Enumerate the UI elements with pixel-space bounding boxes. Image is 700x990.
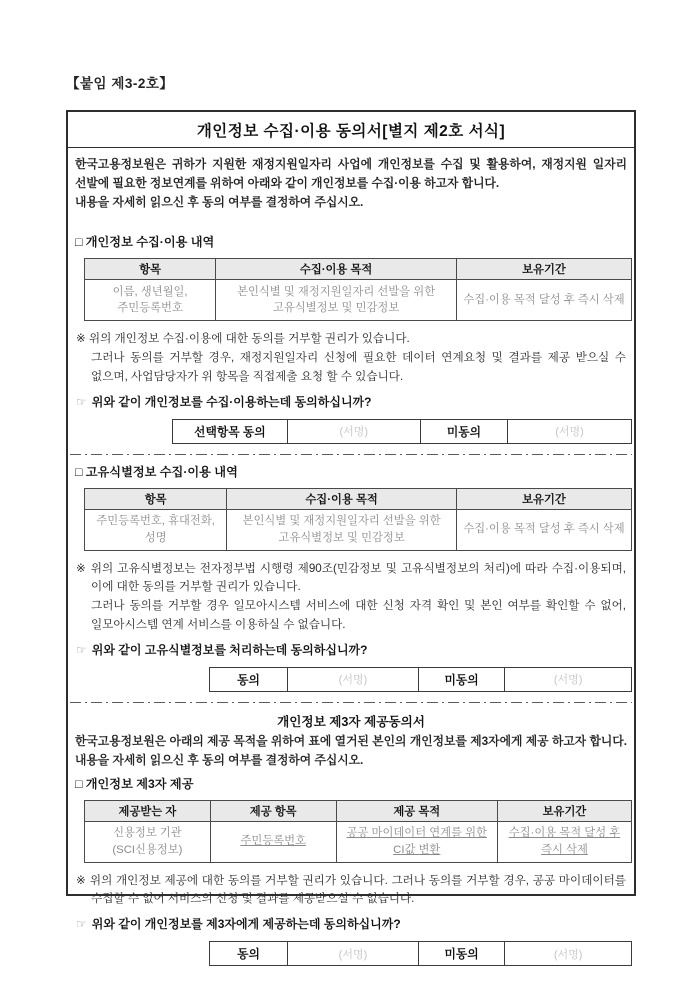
third-party-title: 개인정보 제3자 제공동의서 [277, 714, 425, 729]
column-header-recipient: 제공받는 자 [85, 800, 211, 821]
signature-row [210, 942, 632, 966]
unique-id-signature-table [209, 667, 632, 692]
section-heading-third-party: □ 개인정보 제3자 제공 [75, 776, 194, 791]
unique-id-consent-question [76, 641, 626, 658]
unique-id-note-1: ※ 위의 고유식별정보는 전자정부법 시행령 제90조(민감정보 및 고유식별정보의 처리)에 따라 수집·이용되며, 이에 대한 동의를 거부할 권리가 있습니다. [76, 561, 626, 594]
column-header-purpose: 제공 목적 [336, 800, 497, 821]
agree-label-cell: 동의 [210, 942, 288, 966]
disagree-signature-field[interactable]: (서명) [508, 419, 632, 443]
cell-purpose: 본인식별 및 재정지원일자리 선발을 위한 고유식별정보 및 민감정보 [227, 509, 457, 550]
cell-items: 주민등록번호, 휴대전화, 성명 [85, 509, 227, 550]
cell-purpose: 공공 마이데이터 연계를 위한 CI값 변환 [336, 821, 497, 862]
pointer-hand-icon: ☞ [76, 917, 87, 932]
cell-items: 이름, 생년월일, 주민등록번호 [85, 280, 216, 321]
unique-id-note-2: 그러나 동의를 거부할 경우 일모아시스템 서비스에 대한 신청 자격 확인 및 본인 여부를 확인할 수 없어, 일모아시스템 연계 서비스를 이용하실 수 없습니다. [91, 599, 626, 632]
agree-label-cell: 동의 [210, 667, 288, 691]
section-heading-collection: □ 개인정보 수집·이용 내역 [75, 235, 215, 250]
disagree-label-cell: 미동의 [418, 667, 505, 691]
table-row [85, 821, 632, 862]
table-header-row [85, 800, 632, 821]
signature-row [210, 667, 632, 691]
third-party-intro: 한국고용정보원은 아래의 제공 목적을 위하여 표에 열거된 본인의 개인정보를 제3자에게 제공 하고자 합니다. 내용을 자세히 읽으신 후 동의 여부를 결정하여 주십시오. [75, 733, 627, 767]
consent-question-text: 위와 같이 개인정보를 제3자에게 제공하는데 동의하십니까? [91, 917, 401, 932]
disagree-label-cell: 미동의 [420, 419, 507, 443]
third-party-signature-table [209, 941, 632, 966]
consent-question-text: 위와 같이 고유식별정보를 처리하는데 동의하십니까? [91, 642, 368, 657]
column-header-retention: 보유기간 [497, 800, 631, 821]
collection-table [84, 258, 632, 321]
collection-note-1: ※ 위의 개인정보 수집·이용에 대한 동의를 거부할 권리가 있습니다. [76, 332, 410, 346]
agree-label-cell: 선택항목 동의 [173, 419, 288, 443]
column-header-items: 제공 항목 [210, 800, 336, 821]
dash-dot-divider [70, 702, 632, 704]
document-title: 개인정보 수집·이용 동의서[별지 제2호 서식] [68, 112, 634, 148]
cell-retention: 수집·이용 목적 달성 후 즉시 삭제 [456, 509, 631, 550]
third-party-consent-question [76, 915, 626, 932]
cell-recipient: 신용정보 기관(SCI신용정보) [85, 821, 211, 862]
table-header-row [85, 259, 632, 280]
pointer-hand-icon: ☞ [76, 642, 87, 657]
intro-paragraph: 한국고용정보원은 귀하가 지원한 재정지원일자리 사업에 개인정보를 수집 및 활용하여, 재정지원 일자리 선발에 필요한 정보연계를 위하여 아래와 같이 개인정보를 수집·이용 하고자 합니다. [75, 157, 627, 191]
cell-purpose: 본인식별 및 재정지원일자리 선발을 위한 고유식별정보 및 민감정보 [216, 280, 457, 321]
third-party-table [84, 800, 632, 863]
cell-items: 주민등록번호 [210, 821, 336, 862]
unique-id-table [84, 488, 632, 551]
consent-question-text: 위와 같이 개인정보를 수집·이용하는데 동의하십니까? [91, 394, 372, 409]
table-row [85, 509, 632, 550]
collection-note-2: 그러나 동의를 거부할 경우, 재정지원일자리 신청에 필요한 데이터 연계요청 및 결과를 제공 받으실 수 없으며, 사업담당자가 위 항목을 직접제출 요청 할 수 있습니다. [91, 351, 626, 383]
column-header-retention: 보유기간 [456, 488, 631, 509]
agree-signature-field[interactable]: (서명) [287, 419, 420, 443]
column-header-items: 항목 [85, 488, 227, 509]
disagree-label-cell: 미동의 [418, 942, 505, 966]
collection-signature-table [172, 419, 632, 444]
third-party-note: ※ 위의 개인정보 제공에 대한 동의를 거부할 권리가 있습니다. 그러나 동의를 거부할 경우, 공공 마이데이터를 수집할 수 없어 서비스의 신청 및 결과를 제공받으실 수 없습니다. [76, 873, 626, 906]
column-header-purpose: 수집·이용 목적 [216, 259, 457, 280]
cell-retention: 수집·이용 목적 달성 후 즉시 삭제 [456, 280, 631, 321]
disagree-signature-field[interactable]: (서명) [505, 667, 632, 691]
intro-paragraph-2: 내용을 자세히 읽으신 후 동의 여부를 결정하여 주십시오. [75, 195, 364, 210]
table-row [85, 280, 632, 321]
pointer-hand-icon: ☞ [76, 394, 87, 409]
column-header-retention: 보유기간 [456, 259, 631, 280]
cell-retention: 수집·이용 목적 달성 후 즉시 삭제 [497, 821, 631, 862]
collection-consent-question [76, 393, 626, 410]
agree-signature-field[interactable]: (서명) [288, 942, 419, 966]
agree-signature-field[interactable]: (서명) [288, 667, 419, 691]
table-header-row [85, 488, 632, 509]
section-heading-unique-id: □ 고유식별정보 수집·이용 내역 [75, 464, 238, 479]
disagree-signature-field[interactable]: (서명) [505, 942, 632, 966]
dash-dot-divider [70, 454, 632, 456]
attachment-label: 【붙임 제3-2호】 [66, 76, 174, 91]
signature-row [173, 419, 632, 443]
column-header-items: 항목 [85, 259, 216, 280]
column-header-purpose: 수집·이용 목적 [227, 488, 457, 509]
consent-form-box [66, 110, 636, 962]
